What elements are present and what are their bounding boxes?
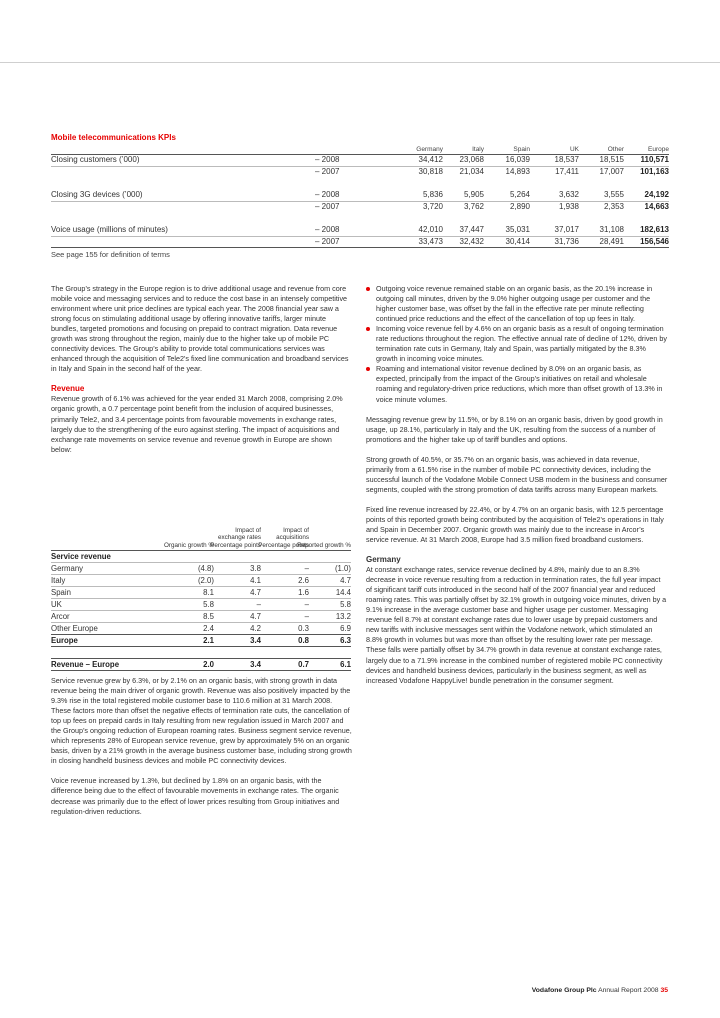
voice-revenue-paragraph: Voice revenue increased by 1.3%, but declined by 1.8% on an organic basis, with the difference being due to the effect of favourable movements in exchange rates. The organic decrease was primarily due to the effect of lower prices resulting from Group initiatives and regulation-driven reductions. <box>51 776 340 816</box>
cell: 4.7 <box>340 576 351 585</box>
cell: 6.9 <box>340 624 351 633</box>
kpi-value: 21,034 <box>459 166 484 176</box>
kpi-value-europe: 24,192 <box>644 190 669 199</box>
row-label: Italy <box>51 576 66 585</box>
cell: 3.4 <box>250 660 261 669</box>
germany-paragraph: At constant exchange rates, service revenue declined by 4.8%, mainly due to an 8.3% decrease in voice revenue resulting from a reduction in termination rates, the full year impact of significant tariff cuts introduced in the second half of the 2007 financial year and reduced roaming rates. This was partially offset by 32.1% growth in outgoing voice minutes, driven by a 9.1% increase in the average customer base and higher usage per customer. Messaging revenue fell 8.7% at constant exchange rates due to lower usage by prepaid customers and new tariffs with inclusive messages sent within the Vodafone network, which stimulated an 8.8% growth in volumes but was more than offset by the resulting lower rate per message. These falls were partially offset by 34.7% growth in data revenue at constant exchange rates, largely due to a 71.9% increase in the combined number of registered mobile PC connectivity devices and handheld business devices, particularly in the business segment, as well as increased Vodafone HappyLive! bundle penetration in the consumer segment. <box>366 565 667 685</box>
cell: 3.4 <box>250 636 261 645</box>
kpi-value: 18,537 <box>554 155 579 164</box>
kpi-col-europe: Europe <box>648 146 669 153</box>
kpi-col-other: Other <box>607 146 624 153</box>
kpi-year: – 2007 <box>315 201 340 211</box>
table-row <box>51 611 351 622</box>
cell: – <box>304 564 309 573</box>
cell: 6.3 <box>340 636 351 645</box>
kpi-value-europe: 156,546 <box>640 236 669 246</box>
row-label: Revenue – Europe <box>51 660 120 669</box>
left-column-top <box>51 284 352 465</box>
table-row <box>51 623 351 634</box>
kpi-value: 37,017 <box>554 225 579 234</box>
kpi-value: 17,007 <box>599 166 624 176</box>
right-column <box>366 284 668 696</box>
intro-paragraph: The Group’s strategy in the Europe region is to drive additional usage and revenue from core mobile voice and messaging services and to reduce the cost base in an intensely competitive environment where unit price declines are typical each year. The 2008 financial year saw a strong focus on stimulating additional usage by offering innovative tariffs, larger minute bundles, targeted promotions and focusing on prepaid to contract migration. Data revenue growth was strong throughout the region, mainly due to the higher take up of mobile PC connectivity devices. The Group’s ability to provide total communications services was enhanced through the acquisition of Tele2’s fixed line communication and broadband services in Italy and Spain in the second half of the year. <box>51 284 349 374</box>
header-acquisitions: Impact of acquisitions Percentage points <box>258 526 309 549</box>
kpi-group-label: Voice usage (millions of minutes) <box>51 225 168 234</box>
left-column-bottom <box>51 676 352 827</box>
kpi-row <box>51 155 669 166</box>
row-label: Other Europe <box>51 624 98 633</box>
bullet-dot-icon <box>366 287 370 291</box>
cell: 13.2 <box>335 612 351 621</box>
cell: 0.8 <box>298 636 309 645</box>
cell: 1.6 <box>298 588 309 597</box>
kpi-col-spain: Spain <box>513 146 530 153</box>
kpi-bottom-rule <box>51 247 669 248</box>
revenue-table-header <box>51 502 351 550</box>
cell: 2.0 <box>203 660 214 669</box>
cell: (2.0) <box>197 576 214 585</box>
kpi-group-label: Closing 3G devices (’000) <box>51 190 143 199</box>
kpi-value: 17,411 <box>555 166 579 176</box>
list-item <box>366 284 668 324</box>
kpi-title: Mobile telecommunications KPIs <box>51 133 176 142</box>
kpi-value: 3,632 <box>558 190 579 199</box>
kpi-value: 31,108 <box>599 225 624 234</box>
kpi-value: 14,893 <box>505 166 530 176</box>
cell: – <box>304 600 309 609</box>
kpi-value: 31,736 <box>554 236 579 246</box>
kpi-table <box>51 146 669 259</box>
kpi-row <box>51 190 669 201</box>
kpi-value-europe: 110,571 <box>640 155 669 164</box>
europe-row <box>51 635 351 646</box>
kpi-row <box>51 225 669 236</box>
kpi-value: 35,031 <box>505 225 530 234</box>
kpi-value: 30,414 <box>505 236 530 246</box>
cell: 0.7 <box>298 660 309 669</box>
footer-company: Vodafone Group Plc <box>531 987 597 994</box>
cell: 14.4 <box>335 588 351 597</box>
revenue-heading: Revenue <box>51 384 85 394</box>
revenue-growth-table <box>51 502 351 671</box>
cell: 2.1 <box>203 636 214 645</box>
row-label: Spain <box>51 588 71 597</box>
header-reported-growth: Reported growth % <box>297 541 351 549</box>
kpi-row <box>51 202 669 213</box>
table-row <box>51 563 351 574</box>
kpi-value-europe: 182,613 <box>640 225 669 234</box>
kpi-value: 2,890 <box>509 201 530 211</box>
cell: 4.2 <box>250 624 261 633</box>
kpi-year: – 2008 <box>315 225 340 234</box>
kpi-value: 3,762 <box>463 201 484 211</box>
section-label: Service revenue <box>51 552 111 561</box>
cell: (1.0) <box>334 564 351 573</box>
kpi-value: 3,555 <box>603 190 624 199</box>
row-label: UK <box>51 600 62 609</box>
header-organic-growth: Organic growth % <box>163 541 214 549</box>
cell: 2.6 <box>298 576 309 585</box>
kpi-header-row <box>51 146 669 154</box>
kpi-value: 2,353 <box>603 201 624 211</box>
kpi-row <box>51 167 669 178</box>
cell: 8.1 <box>203 588 214 597</box>
kpi-year: – 2008 <box>315 190 340 199</box>
kpi-value: 28,491 <box>599 236 624 246</box>
revenue-paragraph: Revenue growth of 6.1% was achieved for the year ended 31 March 2008, comprising 2.0% organic growth, a 0.7 percentage point benefit from the inclusion of acquired businesses, primarily Tele2, and 3.4 percentage points from favourable movements in exchange rates, largely due to the strengthening of the euro against sterling. The impact of acquisitions and exchange rate movements on service revenue and revenue growth in Europe are shown below: <box>51 394 343 454</box>
voice-bullet-list <box>366 284 668 405</box>
fixed-line-paragraph: Fixed line revenue increased by 22.4%, or by 4.7% on an organic basis, with 12.5 percentage points of this reported growth being contributed by the acquisition of Tele2’s operations in Italy and Spain in December 2007. Organic growth was mainly due to the increase in Arcor’s service revenue. At 31 March 2008, Europe had 3.5 million fixed broadband customers. <box>366 504 664 545</box>
kpi-value: 5,264 <box>509 190 530 199</box>
kpi-value: 23,068 <box>459 155 484 164</box>
list-item <box>366 324 668 364</box>
cell: 2.4 <box>203 624 214 633</box>
kpi-value-europe: 101,163 <box>640 166 669 176</box>
kpi-value: 32,432 <box>459 236 484 246</box>
kpi-value: 30,818 <box>418 166 443 176</box>
cell: (4.8) <box>197 564 214 573</box>
bullet-text: Roaming and international visitor revenue declined by 8.0% on an organic basis, as expected, principally from the impact of the Group’s initiatives on retail and wholesale roaming and regulatory-driven price reductions, which more than offset growth of 13.3% in voice minute volumes. <box>376 364 663 404</box>
kpi-value-europe: 14,663 <box>644 201 669 211</box>
row-label: Arcor <box>51 612 70 621</box>
kpi-year: – 2007 <box>315 236 340 246</box>
top-rule <box>0 62 720 63</box>
kpi-value: 18,515 <box>599 155 624 164</box>
kpi-group-label: Closing customers (’000) <box>51 155 140 164</box>
cell: 5.8 <box>340 600 351 609</box>
kpi-value: 5,836 <box>422 190 443 199</box>
kpi-value: 34,412 <box>418 155 443 164</box>
kpi-year: – 2007 <box>315 166 340 176</box>
service-revenue-paragraph: Service revenue grew by 6.3%, or by 2.1% on an organic basis, with strong growth in data revenue being the main driver of organic growth. Revenue was also positively impacted by the 9.3% rise in the total registered mobile customer base to 110.6 million at 31 March 2008. These factors more than offset the negative effects of termination rate cuts, the cancellation of top up fees on prepaid cards in Italy resulting from new regulation issued in March 2007 and the Group’s ongoing reduction of European roaming rates. Business segment service revenue, which represents 28% of European service revenue, grew by approximately 5% on an organic basis, driven by a 21% growth in the average business customer base, including strong growth in closing handheld business devices and mobile PC connectivity devices. <box>51 676 352 766</box>
list-item <box>366 364 668 404</box>
kpi-value: 5,905 <box>463 190 484 199</box>
kpi-year: – 2008 <box>315 155 340 164</box>
kpi-value: 37,447 <box>459 225 484 234</box>
cell: 5.8 <box>203 600 214 609</box>
cell: 4.7 <box>250 588 261 597</box>
row-label: Germany <box>51 564 84 573</box>
cell: – <box>256 600 261 609</box>
germany-heading: Germany <box>366 555 401 565</box>
cell: 4.1 <box>250 576 261 585</box>
bullet-text: Incoming voice revenue fell by 4.6% on an organic basis as a result of ongoing termination rate reductions throughout the region. The effective annual rate of decline of 12%, driven by termination rate cuts in Germany, Italy and Spain, was partially mitigated by the 8.3% growth in incoming voice minutes. <box>376 324 668 364</box>
table-row <box>51 575 351 586</box>
kpi-col-germany: Germany <box>416 146 443 153</box>
table-row <box>51 599 351 610</box>
cell: 6.1 <box>340 660 351 669</box>
page-number: 35 <box>660 987 668 994</box>
kpi-row <box>51 237 669 248</box>
kpi-value: 3,720 <box>422 201 443 211</box>
service-revenue-label-row <box>51 551 351 562</box>
bullet-text: Outgoing voice revenue remained stable on an organic basis, as the 20.1% increase in outgoing call minutes, driven by the 9.0% higher outgoing usage per customer and the higher customer base, was offset by the fall in the effective rate per minute reflecting continued price reductions and the effect of the cancellation of top up fees in Italy. <box>376 284 653 324</box>
cell: 4.7 <box>250 612 261 621</box>
kpi-footnote: See page 155 for definition of terms <box>51 250 170 259</box>
row-label: Europe <box>51 636 78 645</box>
bullet-dot-icon <box>366 367 370 371</box>
page-footer <box>532 987 668 994</box>
bullet-dot-icon <box>366 327 370 331</box>
footer-report: Annual Report 2008 <box>598 987 659 994</box>
kpi-value: 42,010 <box>418 225 443 234</box>
kpi-value: 1,938 <box>558 201 579 211</box>
cell: 0.3 <box>298 624 309 633</box>
table-row <box>51 587 351 598</box>
kpi-value: 16,039 <box>505 155 530 164</box>
header-exchange-rates: Impact of exchange rates Percentage points <box>210 526 261 549</box>
revenue-europe-row <box>51 659 351 670</box>
kpi-value: 33,473 <box>418 236 443 246</box>
kpi-col-uk: UK <box>569 146 579 153</box>
data-paragraph: Strong growth of 40.5%, or 35.7% on an organic basis, was achieved in data revenue, primarily from a 61.5% rise in the number of mobile PC connectivity devices, including the successful launch of the Vodafone Mobile Connect USB modem in the business and consumer segments, coupled with the strong promotion of data tariffs across many European markets. <box>366 454 668 494</box>
cell: 8.5 <box>203 612 214 621</box>
messaging-paragraph: Messaging revenue grew by 11.5%, or by 8.1% on an organic basis, driven by good growth in usage, up 28.1%, particularly in Italy and the UK, resulting from the success of a number of promotions and the higher take up of tariff bundles and options. <box>366 414 663 444</box>
cell: – <box>304 612 309 621</box>
kpi-col-italy: Italy <box>472 146 484 153</box>
cell: 3.8 <box>250 564 261 573</box>
